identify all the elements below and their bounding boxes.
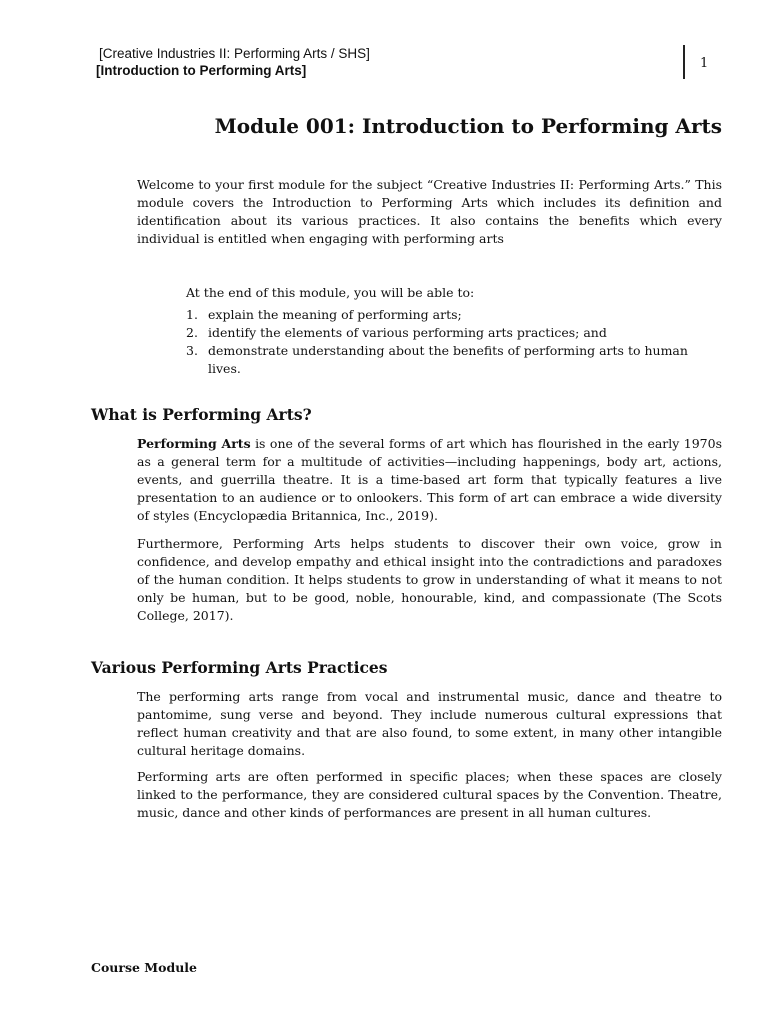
section-heading-various-practices: Various Performing Arts Practices — [91, 658, 388, 677]
term-performing-arts: Performing Arts — [137, 436, 251, 451]
objective-item — [186, 306, 722, 324]
page-header — [96, 45, 370, 79]
various-paragraph-1: The performing arts range from vocal and instrumental music, dance and theatre to pantomime, sung verse and beyond. They include numerous cultural expressions that reflect human creativity and that are also found, to some extent, in many other intangible cultural heritage domains. — [137, 689, 722, 758]
objective-item — [186, 342, 722, 378]
what-is-paragraph-1-text: is one of the several forms of art which has flourished in the early 1970s as a general term for a multitude of activities—including happenings, body art, actions, events, and guerrilla theatre. It is a time-based art form that typically features a live presentation to an audience or to onlookers. This form of art can embrace a wide diversity of styles (Encyclopædia Britannica, Inc., 2019). — [137, 436, 723, 523]
objective-text: demonstrate understanding about the benefits of performing arts to human lives. — [208, 343, 688, 376]
header-topic-line: [Introduction to Performing Arts] — [96, 63, 307, 78]
various-paragraph-2: Performing arts are often performed in specific places; when these spaces are closely linked to the performance, they are considered cultural spaces by the Convention. Theatre, music, dance and other kinds of performances are present in all human cultures. — [137, 769, 722, 820]
objective-text: explain the meaning of performing arts; — [208, 307, 462, 322]
objectives-lead: At the end of this module, you will be able to: — [186, 285, 475, 300]
objective-text: identify the elements of various performing arts practices; and — [208, 325, 607, 340]
page-number: 1 — [700, 56, 709, 71]
objective-number: 2. — [186, 325, 198, 340]
objectives-list — [186, 306, 722, 378]
what-is-paragraph-2: Furthermore, Performing Arts helps students to discover their own voice, grow in confidence, and develop empathy and ethical insight into the contradictions and paradoxes of the human condition. It helps students to grow in understanding of what it means to not only be human, but to be good, noble, honourable, kind, and compassionate (The Scots College, 2017). — [137, 536, 722, 623]
header-course-line: [Creative Industries II: Performing Arts / SHS] — [99, 46, 370, 61]
objective-item — [186, 324, 722, 342]
page-title: Module 001: Introduction to Performing Arts — [214, 114, 722, 138]
intro-paragraph: Welcome to your first module for the subject “Creative Industries II: Performing Arts.” This module covers the Introduction to Performing Arts which includes its definition and identification about its various practices. It also contains the benefits which every individual is entitled when engaging with performing arts — [137, 177, 722, 246]
objective-number: 1. — [186, 307, 198, 322]
what-is-paragraph-1 — [137, 435, 722, 525]
objective-number: 3. — [186, 343, 198, 358]
header-divider — [683, 45, 685, 79]
page-footer: Course Module — [91, 960, 198, 975]
section-heading-what-is: What is Performing Arts? — [91, 405, 312, 424]
